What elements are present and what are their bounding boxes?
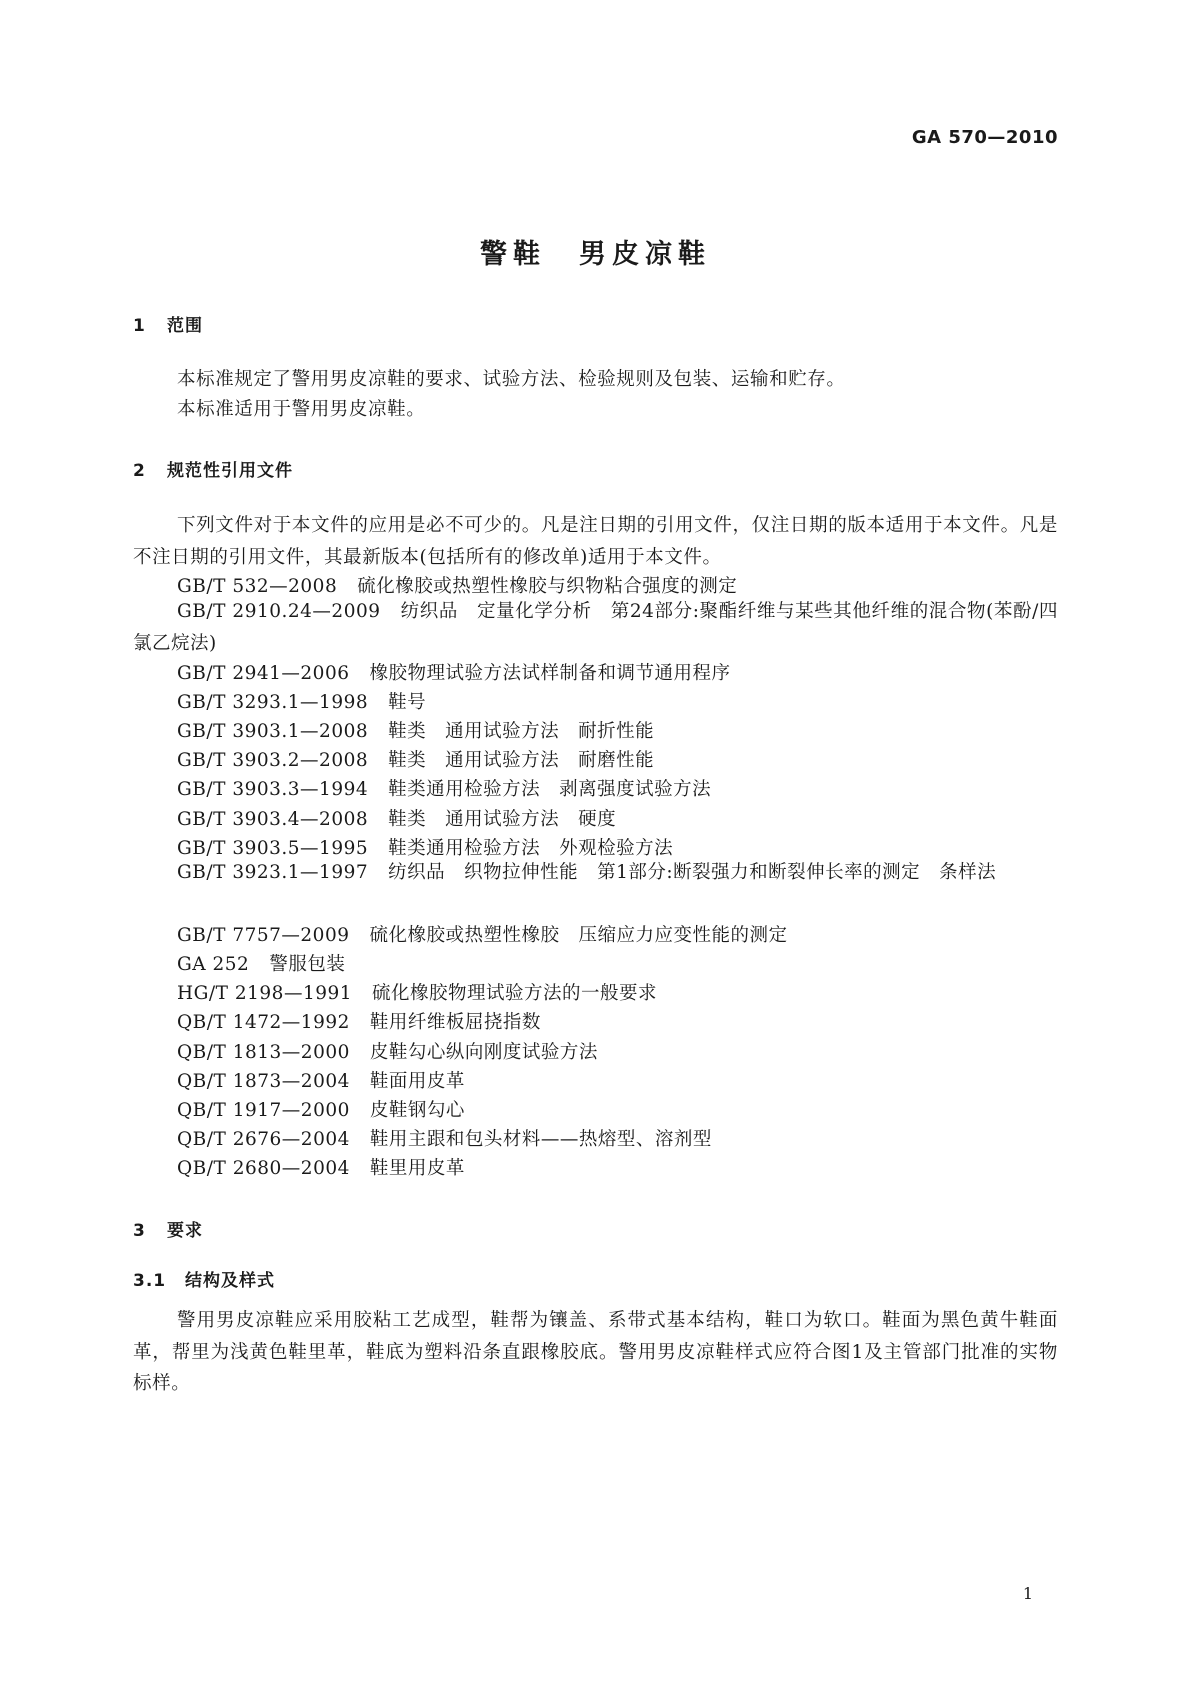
section-number: 3	[133, 1221, 146, 1241]
reference-code: GB/T 3903.4—2008	[177, 809, 369, 830]
reference-item	[177, 746, 654, 772]
reference-item	[177, 1008, 541, 1034]
reference-name: 鞋用主跟和包头材料——热熔型、溶剂型	[369, 1129, 712, 1150]
reference-code: QB/T 2680—2004	[177, 1158, 350, 1179]
section-number: 2	[133, 461, 146, 481]
paragraph: 警用男皮凉鞋应采用胶粘工艺成型，鞋帮为镶盖、系带式基本结构，鞋口为软口。鞋面为黑色黄牛鞋面革，帮里为浅黄色鞋里革，鞋底为塑料沿条直跟橡胶底。警用男皮凉鞋样式应符合图1及主管部门批准的实物标样。	[133, 1310, 1058, 1394]
standard-code: GA 570—2010	[911, 127, 1058, 148]
paragraph: 本标准规定了警用男皮凉鞋的要求、试验方法、检验规则及包装、运输和贮存。	[177, 369, 846, 390]
reference-item	[177, 688, 426, 714]
reference-name: 纺织品 定量化学分析 第24部分:聚酯纤维与某些其他纤维的混合物(苯酚/四氯乙烷法)	[133, 601, 1058, 654]
section-title: 结构及样式	[185, 1271, 275, 1291]
reference-code: GB/T 3293.1—1998	[177, 692, 369, 713]
reference-item	[177, 1154, 465, 1180]
reference-item	[133, 596, 1058, 659]
paragraph: 本标准适用于警用男皮凉鞋。	[177, 399, 426, 420]
reference-item	[177, 572, 737, 598]
reference-code: GB/T 3923.1—1997	[177, 862, 369, 883]
reference-name: 鞋号	[388, 692, 427, 713]
reference-name: 鞋类 通用试验方法 耐磨性能	[388, 750, 655, 771]
reference-item	[177, 805, 616, 831]
reference-name: 硫化橡胶或热塑性橡胶 压缩应力应变性能的测定	[369, 925, 788, 946]
reference-name: 鞋类通用检验方法 外观检验方法	[388, 838, 674, 859]
section-1-heading	[133, 311, 203, 336]
section-number: 3.1	[133, 1271, 167, 1291]
document-title: 警鞋 男皮凉鞋	[480, 239, 711, 270]
reference-code: GB/T 3903.5—1995	[177, 838, 369, 859]
reference-name: 纺织品 织物拉伸性能 第1部分:断裂强力和断裂伸长率的测定 条样法	[388, 862, 997, 883]
page-number: 1	[1022, 1584, 1033, 1603]
reference-code: GB/T 2941—2006	[177, 663, 350, 684]
reference-item	[177, 659, 731, 685]
section-number: 1	[133, 316, 146, 336]
reference-code: GA 252	[177, 954, 250, 975]
section-title: 规范性引用文件	[167, 461, 293, 481]
reference-name: 鞋类 通用试验方法 耐折性能	[388, 721, 655, 742]
reference-code: GB/T 2910.24—2009	[177, 601, 381, 622]
reference-item	[177, 717, 654, 743]
reference-code: GB/T 7757—2009	[177, 925, 350, 946]
reference-item	[177, 979, 657, 1005]
reference-item	[177, 921, 788, 947]
reference-code: GB/T 3903.2—2008	[177, 750, 369, 771]
reference-name: 警服包装	[269, 954, 346, 975]
reference-item	[177, 775, 711, 801]
reference-name: 橡胶物理试验方法试样制备和调节通用程序	[369, 663, 731, 684]
reference-code: QB/T 1873—2004	[177, 1071, 350, 1092]
reference-name: 硫化橡胶物理试验方法的一般要求	[372, 983, 658, 1004]
section-3-heading	[133, 1216, 203, 1241]
reference-name: 硫化橡胶或热塑性橡胶与织物粘合强度的测定	[357, 576, 738, 597]
reference-code: QB/T 2676—2004	[177, 1129, 350, 1150]
section-2-intro: 下列文件对于本文件的应用是必不可少的。凡是注日期的引用文件，仅注日期的版本适用于本文件。凡是不注日期的引用文件，其最新版本(包括所有的修改单)适用于本文件。	[133, 515, 1058, 568]
reference-code: HG/T 2198—1991	[177, 983, 353, 1004]
reference-name: 鞋类通用检验方法 剥离强度试验方法	[388, 779, 712, 800]
reference-code: GB/T 3903.3—1994	[177, 779, 369, 800]
reference-code: QB/T 1472—1992	[177, 1012, 350, 1033]
reference-item	[177, 950, 345, 976]
section-title: 要求	[167, 1221, 203, 1241]
reference-code: QB/T 1917—2000	[177, 1100, 350, 1121]
reference-name: 鞋类 通用试验方法 硬度	[388, 809, 617, 830]
section-2-heading	[133, 456, 293, 481]
section-title: 范围	[167, 316, 203, 336]
reference-name: 皮鞋勾心纵向刚度试验方法	[369, 1042, 598, 1063]
reference-item	[133, 857, 1058, 889]
reference-code: QB/T 1813—2000	[177, 1042, 350, 1063]
reference-name: 皮鞋钢勾心	[369, 1100, 465, 1121]
reference-item	[177, 1096, 465, 1122]
reference-name: 鞋用纤维板屈挠指数	[369, 1012, 541, 1033]
reference-item	[177, 1125, 712, 1151]
reference-code: GB/T 3903.1—2008	[177, 721, 369, 742]
reference-item	[177, 1038, 598, 1064]
reference-name: 鞋里用皮革	[369, 1158, 465, 1179]
reference-code: GB/T 532—2008	[177, 576, 338, 597]
subsection-3-1-heading	[133, 1266, 275, 1291]
reference-item	[177, 1067, 465, 1093]
reference-name: 鞋面用皮革	[369, 1071, 465, 1092]
